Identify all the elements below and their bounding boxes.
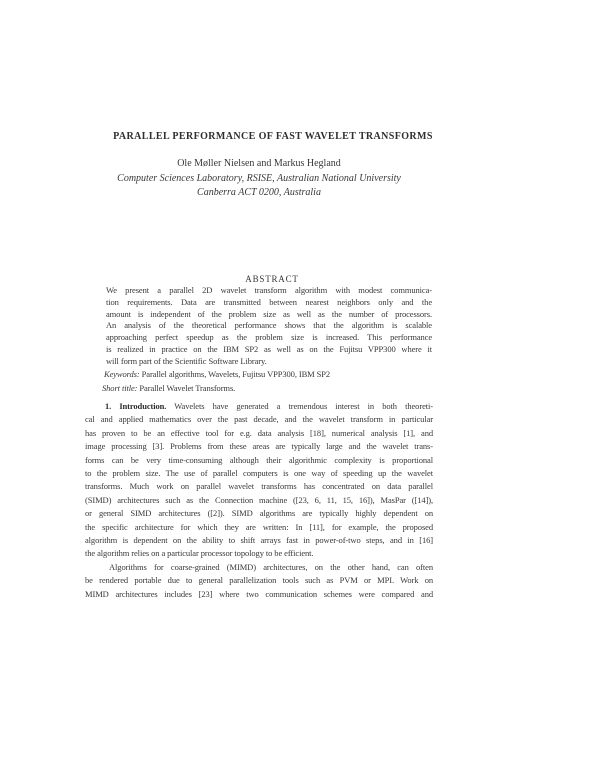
text-line: be rendered portable due to general parallelization tools such as PVM or MPI. Work on: [85, 575, 433, 586]
text-line: image processing [3]. Problems from these areas are typically large and the wavelet trans-: [85, 441, 433, 452]
text-line: (SIMD) architectures such as the Connection machine ([23, 6, 11, 15, 16]), MasPar ([14]),: [85, 494, 433, 505]
section-first-line-text: Wavelets have generated a tremendous interest in both theoreti-: [166, 401, 433, 411]
abstract-heading: ABSTRACT: [245, 274, 299, 284]
text-line: transforms. Much work on parallel wavelet transforms has concentrated on data parallel: [85, 481, 433, 492]
paper-address: Canberra ACT 0200, Australia: [197, 186, 321, 198]
text-line: MIMD architectures includes [23] where two communication schemes were compared and: [85, 588, 433, 599]
introduction-paragraph-1: [85, 413, 433, 560]
text-line: approaching perfect speedup as the problem size is increased. This performance: [106, 332, 432, 343]
short-title-value: Parallel Wavelet Transforms.: [137, 383, 236, 393]
short-title-line: [102, 383, 442, 393]
paper-affiliation: Computer Sciences Laboratory, RSISE, Australian National University: [117, 172, 401, 184]
text-line: algorithm is dependent on the ability to shift arrays fast in power-of-two steps, and in [16]: [85, 535, 433, 546]
keywords-line: [104, 369, 444, 379]
text-line: has proven to be an effective tool for e.g. data analysis [18], numerical analysis [1], and: [85, 427, 433, 438]
section-heading: 1. Introduction.: [105, 401, 167, 411]
keywords-label: Keywords:: [104, 369, 140, 379]
abstract-text: [106, 285, 432, 368]
paper-authors: Ole Møller Nielsen and Markus Hegland: [177, 158, 341, 169]
text-line: An analysis of the theoretical performance shows that the algorithm is scalable: [106, 320, 432, 331]
text-line: cal and applied mathematics over the past decade, and the wavelet transform in particular: [85, 414, 433, 425]
introduction-paragraph-2: [85, 561, 433, 601]
introduction-section: [85, 400, 433, 601]
text-line: tion requirements. Data are transmitted between nearest neighbors only and the: [106, 296, 432, 307]
text-line: or general SIMD architectures ([2]). SIMD algorithms are typically highly dependent on: [85, 508, 433, 519]
text-line: the specific architecture for which they are written: In [11], for example, the proposed: [85, 521, 433, 532]
text-line: to the problem size. The use of parallel computers is one way of speeding up the wavelet: [85, 468, 433, 479]
text-line: is realized in practice on the IBM SP2 as well as on the Fujitsu VPP300 where it: [106, 343, 432, 354]
text-line: Algorithms for coarse-grained (MIMD) architectures, on the other hand, can often: [109, 561, 433, 572]
text-line: forms can be very time-consuming although their algorithmic complexity is proportional: [85, 454, 433, 465]
text-line: the algorithm relies on a particular processor topology to be efficient.: [85, 548, 314, 559]
text-line: amount is independent of the problem size as well as the number of processors.: [106, 308, 432, 319]
keywords-value: Parallel algorithms, Wavelets, Fujitsu VPP300, IBM SP2: [139, 369, 331, 379]
paper-title: PARALLEL PERFORMANCE OF FAST WAVELET TRANSFORMS: [113, 131, 433, 142]
text-line: We present a parallel 2D wavelet transform algorithm with modest communica-: [106, 285, 432, 295]
short-title-label: Short title:: [102, 383, 138, 393]
text-line: will form part of the Scientific Software Library.: [106, 355, 267, 366]
introduction-first-line: [85, 400, 433, 413]
